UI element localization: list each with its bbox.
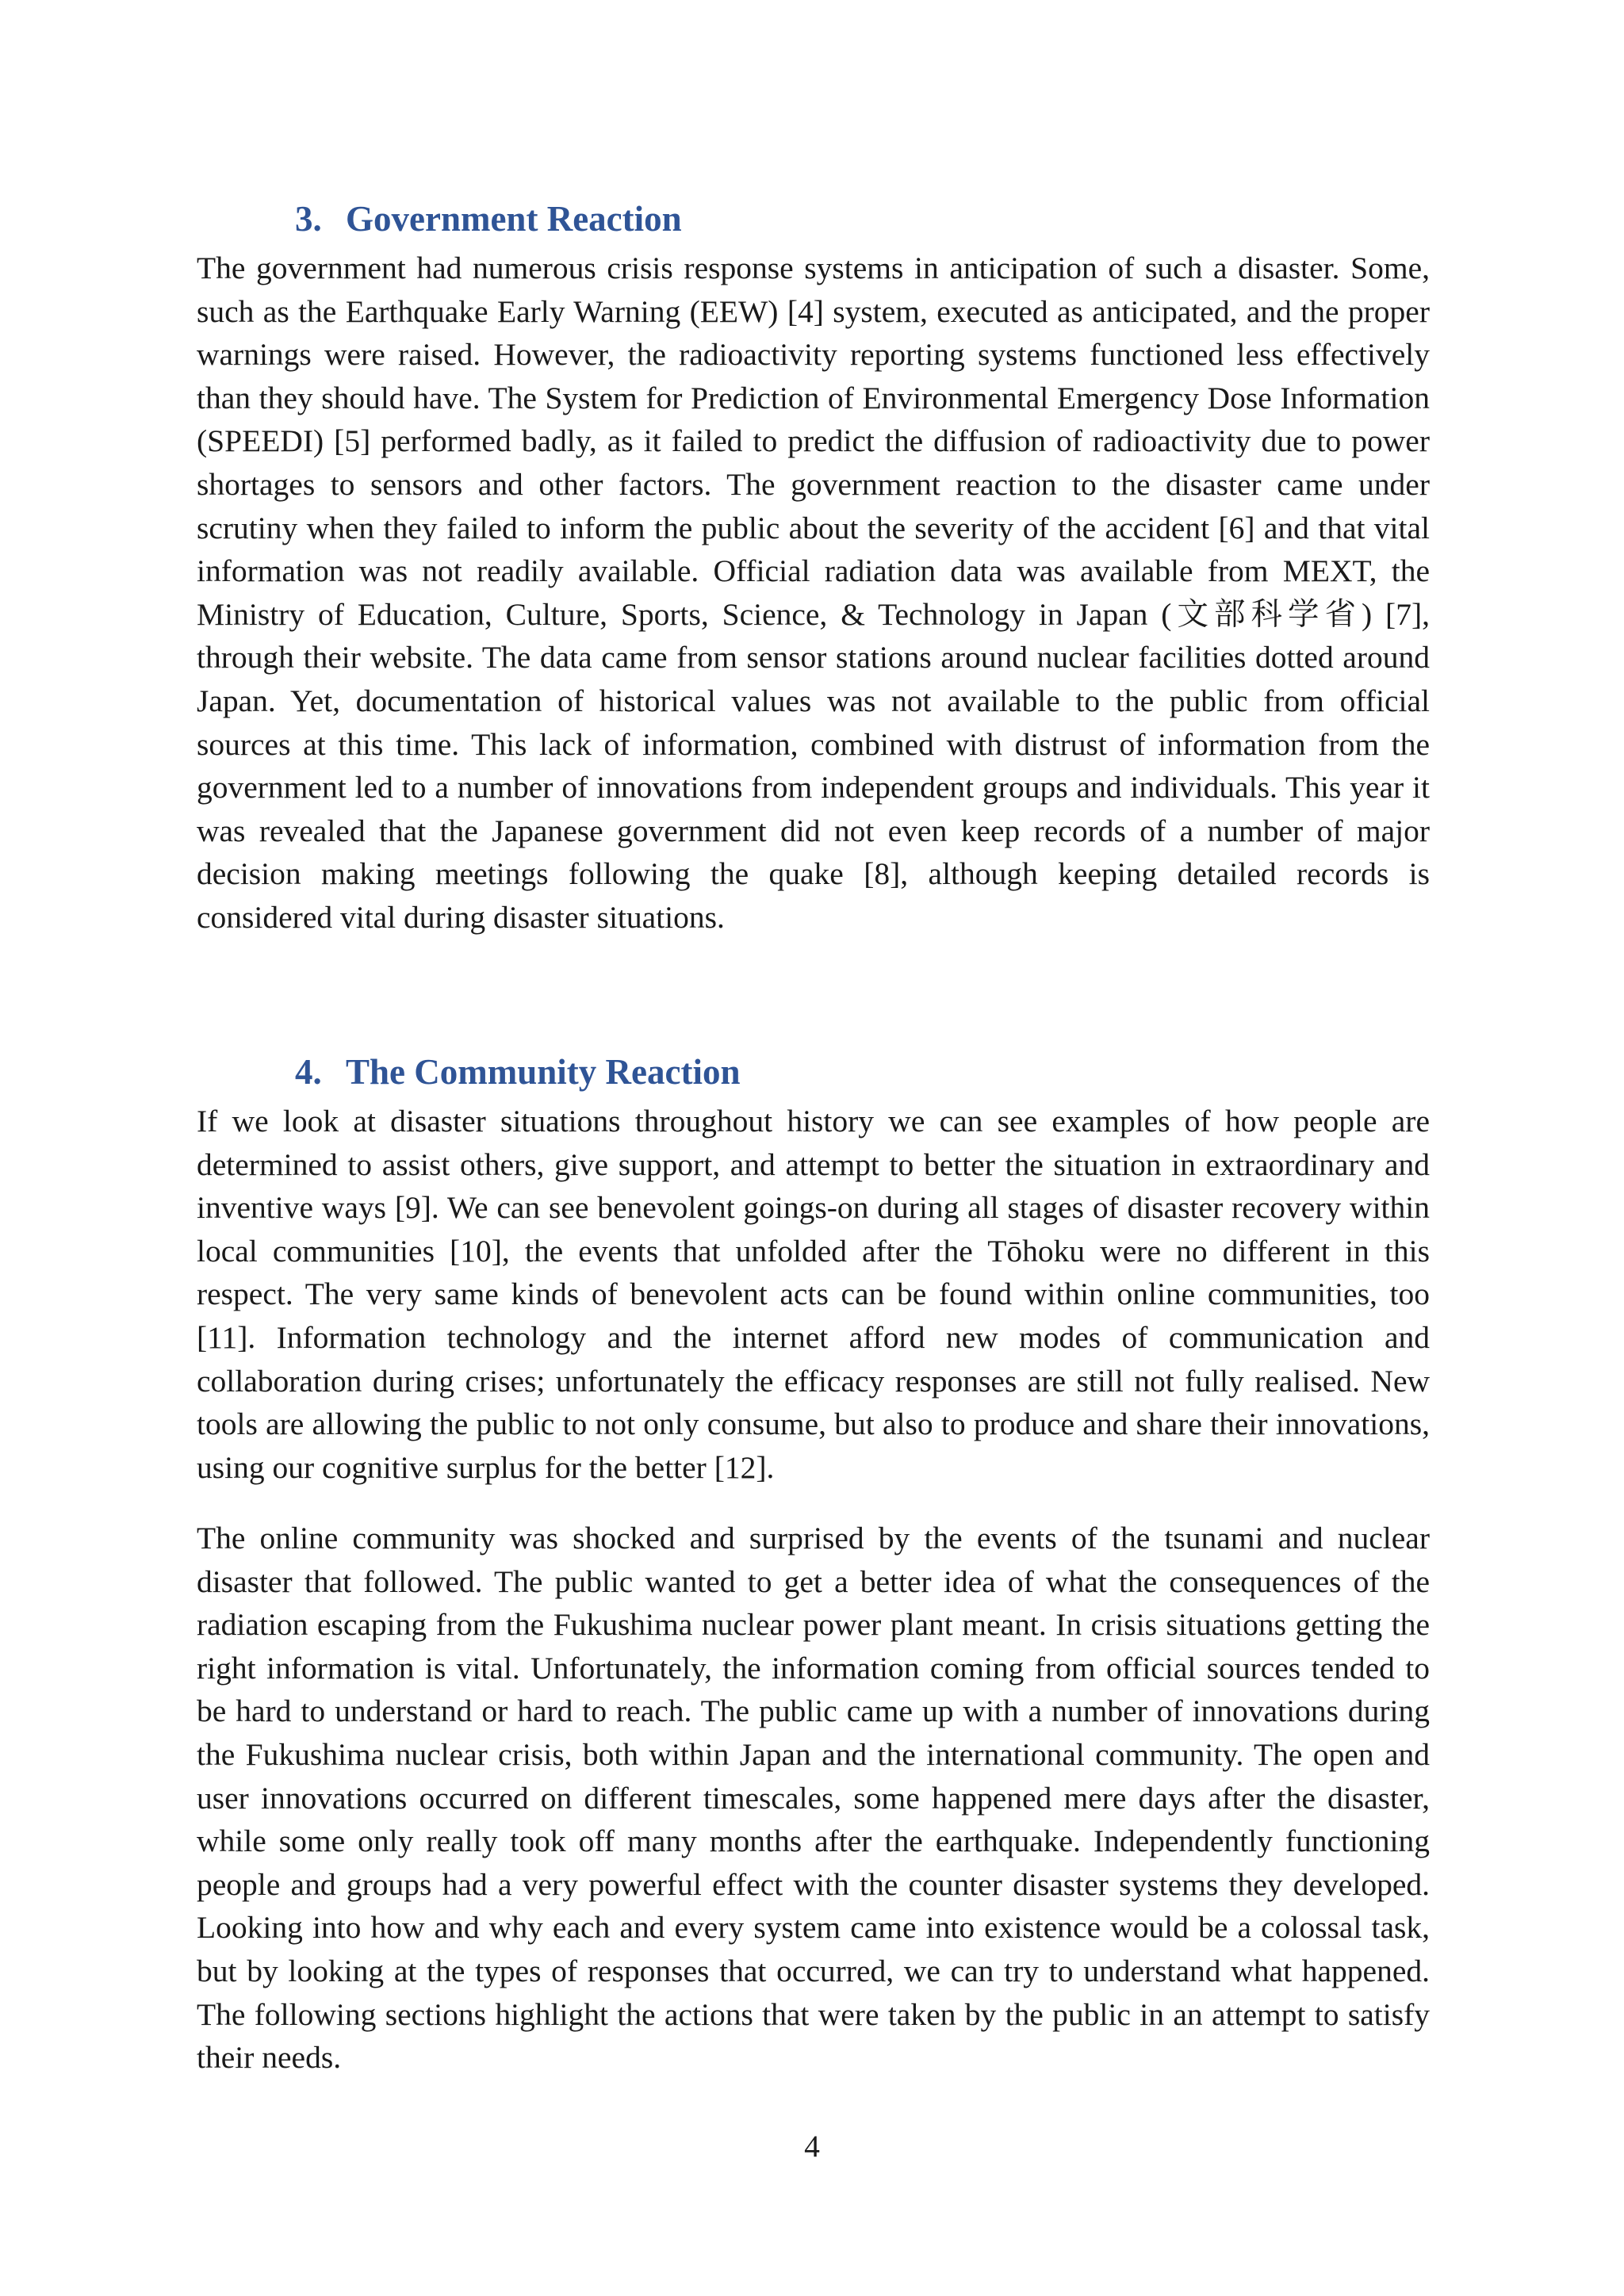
section-body-community-reaction-1 [197,1100,1430,1489]
section-title: The Community Reaction [346,1052,741,1092]
page-number: 4 [804,2129,820,2164]
paragraph: The government had numerous crisis response systems in anticipation of such a disaster. Some, such as the Earthquake Early Warning (EEW) [4] system, executed as anticipated, and the proper warnings were raised. However, the radioactivity reporting systems functioned less effectively than they should have. The System for Prediction of Environmental Emergency Dose Information (SPEEDI) [5] performed badly, as it failed to predict the diffusion of radioactivity due to power shortages to sensors and other factors. The government reaction to the disaster came under scrutiny when they failed to inform the public about the severity of the accident [6] and that vital information was not readily available. Official radiation data was available from MEXT, the Ministry of Education, Culture, Sports, Science, & Technology in Japan (文部科学省) [7], through their website. The data came from sensor stations around nuclear facilities dotted around Japan. Yet, documentation of historical values was not available to the public from official sources at this time. This lack of information, combined with distrust of information from the government led to a number of innovations from independent groups and individuals. This year it was revealed that the Japanese government did not even keep records of a number of major decision making meetings following the quake [8], although keeping detailed records is considered vital during disaster situations. [197,251,1430,935]
section-heading-government-reaction [295,197,682,240]
paragraph: If we look at disaster situations throughout history we can see examples of how people are determined to assist others, give support, and attempt to better the situation in extraordinary and inventive ways [9]. We can see benevolent goings-on during all stages of disaster recovery within local communities [10], the events that unfolded after the Tōhoku were no different in this respect. The very same kinds of benevolent acts can be found within online communities, too [11]. Information technology and the internet afford new modes of communication and collaboration during crises; unfortunately the efficacy responses are still not fully realised. New tools are allowing the public to not only consume, but also to produce and share their innovations, using our cognitive surplus for the better [12]. [197,1104,1430,1485]
section-number: 3. [295,199,322,239]
section-body-government-reaction [197,247,1430,939]
section-body-community-reaction-2 [197,1517,1430,2080]
section-number: 4. [295,1052,322,1092]
section-heading-community-reaction [295,1050,740,1093]
paragraph: The online community was shocked and surprised by the events of the tsunami and nuclear disaster that followed. The public wanted to get a better idea of what the consequences of the radiation escaping from the Fukushima nuclear power plant meant. In crisis situations getting the right information is vital. Unfortunately, the information coming from official sources tended to be hard to understand or hard to reach. The public came up with a number of innovations during the Fukushima nuclear crisis, both within Japan and the international community. The open and user innovations occurred on different timescales, some happened mere days after the disaster, while some only really took off many months after the earthquake. Independently functioning people and groups had a very powerful effect with the counter disaster systems they developed. Looking into how and why each and every system came into existence would be a colossal task, but by looking at the types of responses that occurred, we can try to understand what happened. The following sections highlight the actions that were taken by the public in an attempt to satisfy their needs. [197,1521,1430,2076]
section-title: Government Reaction [346,199,682,239]
